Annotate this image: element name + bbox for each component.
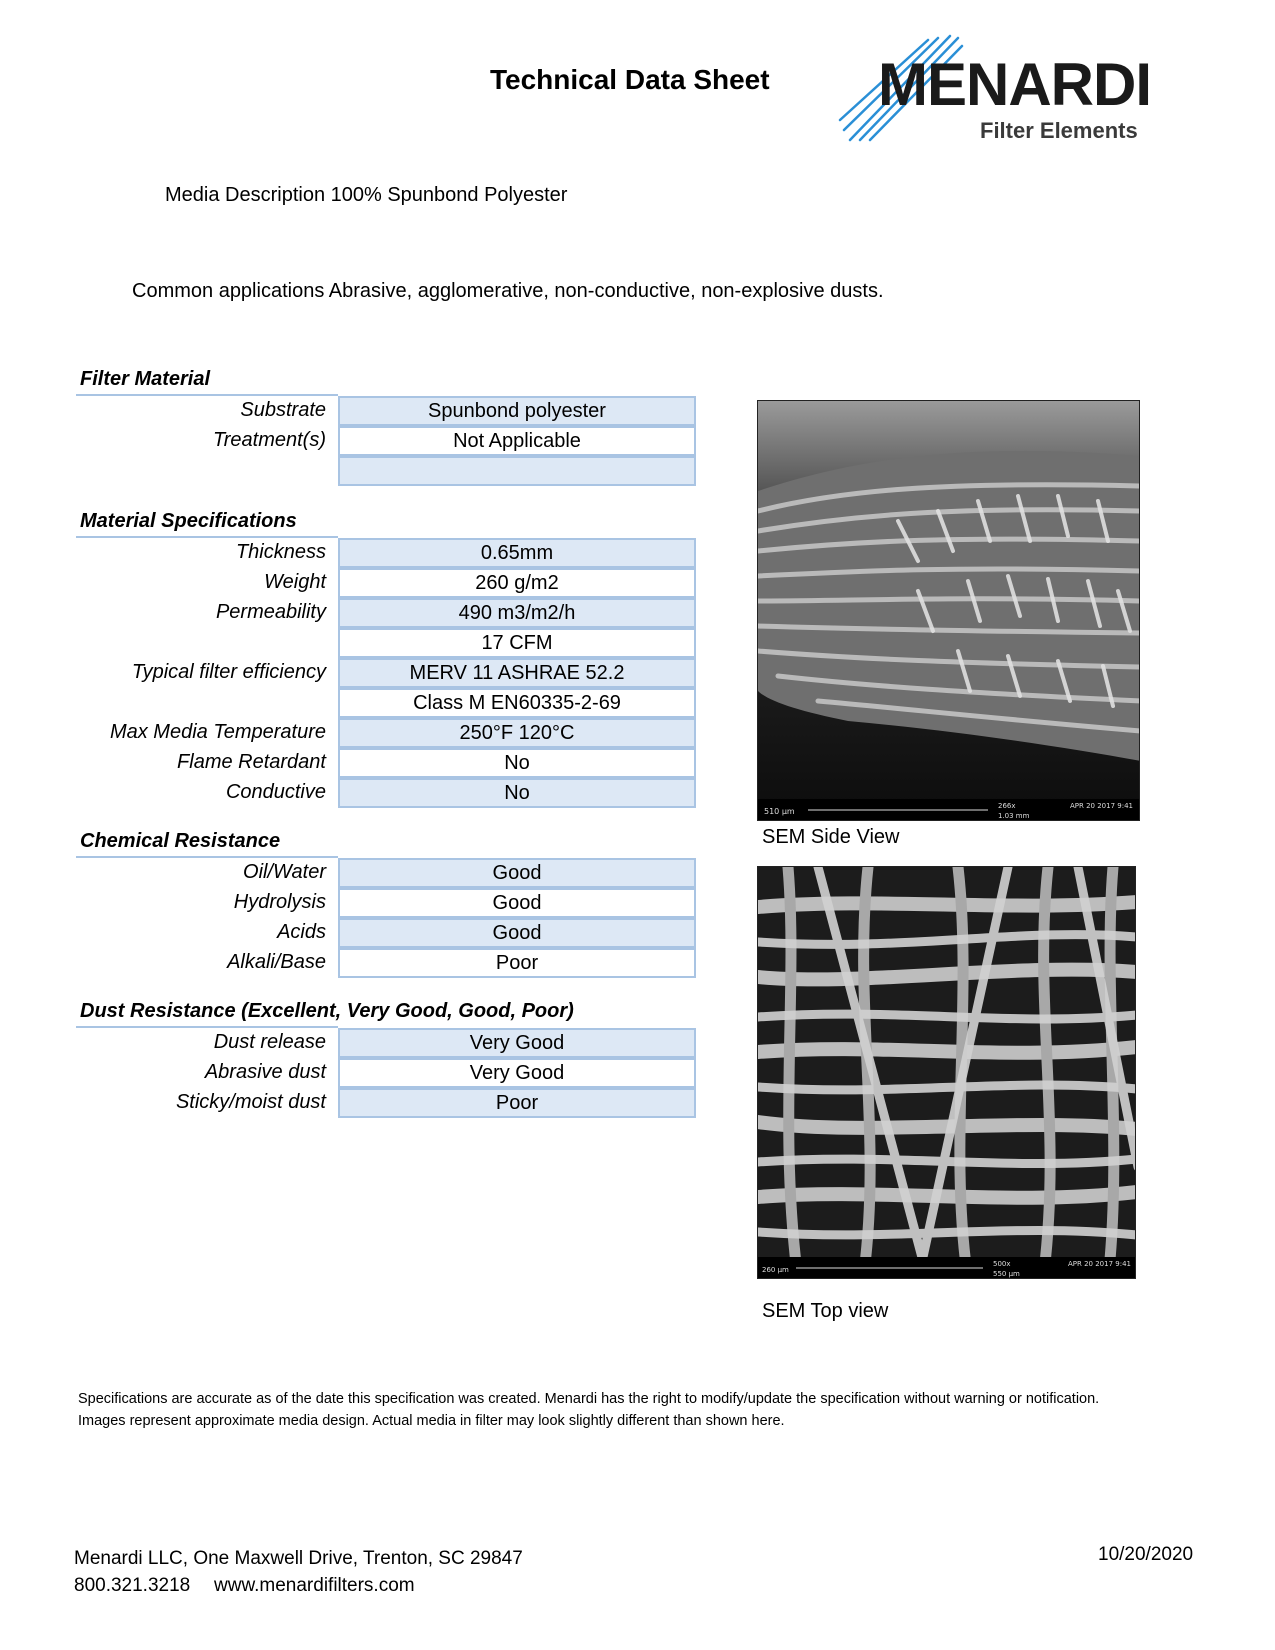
spec-label: Treatment(s) — [213, 429, 326, 451]
spec-value: Spunbond polyester — [338, 396, 696, 426]
spec-row — [76, 688, 696, 718]
section-dust-resistance-heading: Dust Resistance (Excellent, Very Good, Good, Poor) — [80, 1000, 574, 1022]
spec-row — [76, 658, 696, 688]
spec-row — [76, 628, 696, 658]
spec-label: Weight — [264, 571, 326, 593]
sem-side-caption: SEM Side View — [762, 826, 900, 848]
common-applications: Common applications Abrasive, agglomerative, non-conductive, non-explosive dusts. — [132, 280, 884, 302]
spec-value: 260 g/m2 — [338, 568, 696, 598]
spec-value: Class M EN60335-2-69 — [338, 688, 696, 718]
spec-row — [76, 718, 696, 748]
footer-website-link[interactable]: www.menardifilters.com — [214, 1575, 415, 1596]
sem-top-date: APR 20 2017 9:41 — [1068, 1260, 1131, 1268]
footer-phone: 800.321.3218 — [74, 1575, 191, 1596]
menardi-logo — [830, 28, 1170, 152]
spec-label: Conductive — [225, 781, 326, 803]
spec-label: Alkali/Base — [227, 951, 326, 973]
spec-label: Abrasive dust — [204, 1061, 326, 1083]
spec-label: Max Media Temperature — [109, 721, 326, 743]
spec-row — [76, 426, 696, 456]
spec-label: Substrate — [240, 399, 326, 421]
spec-value: 0.65mm — [338, 538, 696, 568]
sem-top-width: 550 µm — [993, 1270, 1020, 1278]
spec-value: Poor — [338, 1088, 696, 1118]
spec-value: Very Good — [338, 1058, 696, 1088]
spec-value: No — [338, 748, 696, 778]
sem-top-image — [757, 866, 1136, 1279]
spec-value: Not Applicable — [338, 426, 696, 456]
spec-value: 250°F 120°C — [338, 718, 696, 748]
spec-value: Very Good — [338, 1028, 696, 1058]
section-filter-material-heading: Filter Material — [80, 368, 211, 390]
logo-wordmark: MENARDI — [878, 51, 1151, 118]
spec-label: Sticky/moist dust — [175, 1091, 326, 1113]
spec-value: Good — [338, 888, 696, 918]
logo-subtitle: Filter Elements — [980, 118, 1138, 143]
sem-side-image — [757, 400, 1140, 821]
disclaimer-line: Images represent approximate media design. Actual media in filter may look slightly different than shown here. — [78, 1413, 785, 1429]
spec-value: Good — [338, 858, 696, 888]
spec-label: Oil/Water — [243, 861, 326, 883]
spec-row — [76, 568, 696, 598]
spec-row — [76, 918, 696, 948]
spec-row — [76, 456, 696, 486]
disclaimer — [78, 1388, 1208, 1432]
spec-label: Flame Retardant — [177, 751, 326, 773]
spec-row — [76, 1058, 696, 1088]
spec-row — [76, 888, 696, 918]
spec-row — [76, 1028, 696, 1058]
sem-top-caption: SEM Top view — [762, 1300, 889, 1322]
spec-row — [76, 748, 696, 778]
spec-value: 490 m3/m2/h — [338, 598, 696, 628]
footer-date: 10/20/2020 — [1098, 1544, 1194, 1565]
disclaimer-line: Specifications are accurate as of the date this specification was created. Menardi has the right to modify/update the specification without warning or notification. — [78, 1391, 1100, 1407]
spec-row — [76, 396, 696, 426]
footer-address: Menardi LLC, One Maxwell Drive, Trenton, SC 29847 — [74, 1548, 523, 1569]
spec-label: Thickness — [235, 541, 326, 563]
sem-side-date: APR 20 2017 9:41 — [1070, 802, 1133, 810]
spec-value: MERV 11 ASHRAE 52.2 — [338, 658, 696, 688]
spec-row — [76, 538, 696, 568]
section-chemical-resistance-heading: Chemical Resistance — [80, 830, 281, 852]
spec-row — [76, 1088, 696, 1118]
spec-value: No — [338, 778, 696, 808]
spec-value — [338, 456, 696, 486]
spec-row — [76, 598, 696, 628]
sem-top-scale: 260 µm — [762, 1266, 789, 1274]
spec-label: Typical filter efficiency — [131, 661, 326, 683]
spec-row — [76, 778, 696, 808]
spec-row — [76, 948, 696, 978]
spec-label: Permeability — [215, 601, 326, 623]
spec-value: Good — [338, 918, 696, 948]
sem-side-mag: 266x — [998, 802, 1016, 810]
spec-label: Hydrolysis — [233, 891, 326, 913]
document-title: Technical Data Sheet — [490, 64, 770, 95]
section-material-specs-heading: Material Specifications — [80, 510, 297, 532]
spec-label: Dust release — [213, 1031, 326, 1053]
sem-side-scale: 510 µm — [764, 807, 795, 816]
media-description: Media Description 100% Spunbond Polyester — [165, 184, 568, 206]
spec-value: Poor — [338, 948, 696, 978]
spec-label: Acids — [277, 921, 326, 943]
spec-value: 17 CFM — [338, 628, 696, 658]
spec-row — [76, 858, 696, 888]
sem-top-mag: 500x — [993, 1260, 1011, 1268]
sem-side-width: 1.03 mm — [998, 812, 1030, 820]
